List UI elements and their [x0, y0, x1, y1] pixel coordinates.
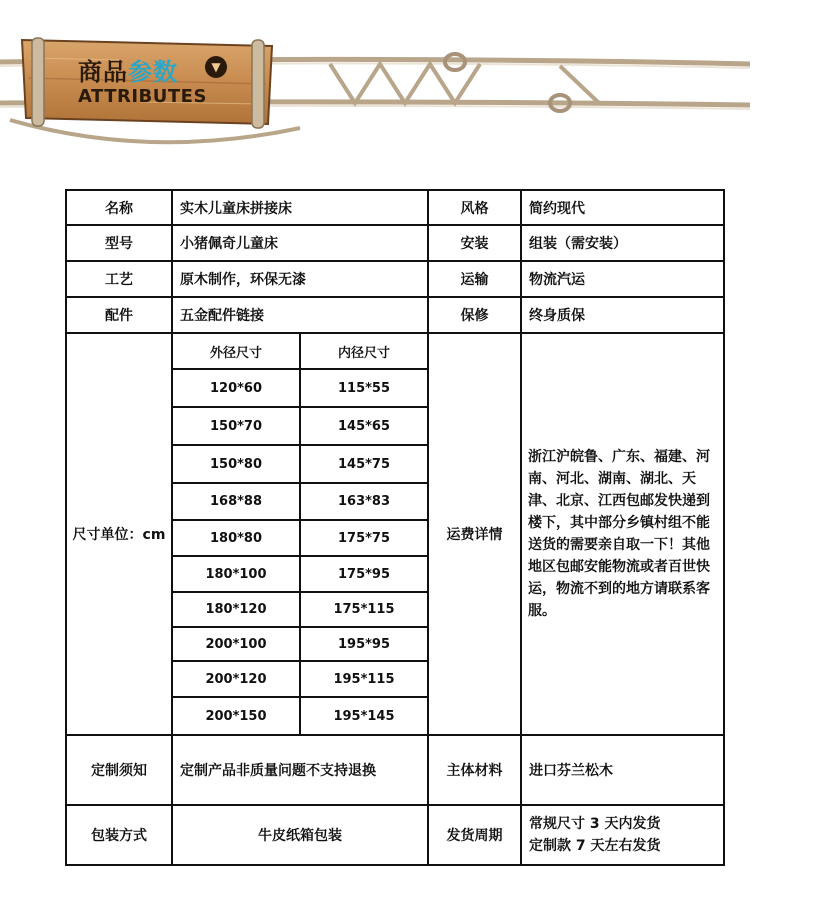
table-row	[66, 735, 724, 805]
size-row	[173, 407, 427, 445]
size-cell	[172, 333, 428, 735]
size-inner: 145*75	[300, 445, 427, 483]
value-style: 简约现代	[521, 190, 724, 225]
attributes-table	[65, 189, 725, 866]
label-model: 型号	[66, 225, 172, 261]
sign-title-en: ATTRIBUTES	[78, 86, 207, 107]
size-row	[173, 445, 427, 483]
sign-title-cn: 商品参数	[78, 58, 178, 86]
size-table	[173, 334, 427, 734]
size-row	[173, 697, 427, 734]
value-craft: 原木制作，环保无漆	[172, 261, 428, 297]
value-warranty: 终身质保	[521, 297, 724, 333]
value-packing: 牛皮纸箱包装	[172, 805, 428, 865]
delivery-cycle-custom: 定制款 7 天左右发货	[529, 838, 661, 854]
size-outer: 200*100	[173, 627, 300, 661]
size-inner: 175*115	[300, 592, 427, 627]
label-name: 名称	[66, 190, 172, 225]
size-outer: 180*80	[173, 520, 300, 556]
table-row	[66, 297, 724, 333]
table-row	[66, 261, 724, 297]
value-accessories: 五金配件链接	[172, 297, 428, 333]
value-shipping: 浙江沪皖鲁、广东、福建、河南、河北、湖南、湖北、天津、北京、江西包邮发快递到楼下，其中部分乡镇村组不能送货的需要亲自取一下！其他地区包邮安能物流或者百世快运，物流不到的地方请联系客服。	[521, 333, 724, 735]
size-outer: 120*60	[173, 369, 300, 407]
size-row	[173, 627, 427, 661]
value-transport: 物流汽运	[521, 261, 724, 297]
value-custom-notice: 定制产品非质量问题不支持退换	[172, 735, 428, 805]
size-inner: 175*95	[300, 556, 427, 592]
value-delivery-cycle	[521, 805, 724, 865]
label-custom-notice: 定制须知	[66, 735, 172, 805]
size-inner: 195*95	[300, 627, 427, 661]
size-row	[173, 520, 427, 556]
value-model: 小猪佩奇儿童床	[172, 225, 428, 261]
size-row	[173, 592, 427, 627]
label-install: 安装	[428, 225, 521, 261]
size-row	[173, 661, 427, 697]
size-inner: 195*145	[333, 708, 395, 724]
size-outer: 200*150	[173, 697, 300, 734]
size-outer: 168*88	[173, 483, 300, 520]
size-row	[173, 369, 427, 407]
label-transport: 运输	[428, 261, 521, 297]
label-shipping: 运费详情	[428, 333, 521, 735]
label-accessories: 配件	[66, 297, 172, 333]
label-packing: 包装方式	[66, 805, 172, 865]
label-craft: 工艺	[66, 261, 172, 297]
size-inner: 115*55	[300, 369, 427, 407]
value-material: 进口芬兰松木	[521, 735, 724, 805]
size-inner: 195*115	[300, 661, 427, 697]
table-row	[66, 805, 724, 865]
label-material: 主体材料	[428, 735, 521, 805]
size-outer: 150*70	[173, 407, 300, 445]
table-row	[66, 190, 724, 225]
size-header-outer: 外径尺寸	[173, 334, 300, 369]
size-outer: 180*120	[173, 592, 300, 627]
size-outer: 150*80	[173, 445, 300, 483]
label-style: 风格	[428, 190, 521, 225]
size-row	[173, 483, 427, 520]
size-header-row	[173, 334, 427, 369]
label-size-unit: 尺寸单位：cm	[66, 333, 172, 735]
value-name: 实木儿童床拼接床	[172, 190, 428, 225]
label-delivery-cycle: 发货周期	[428, 805, 521, 865]
attributes-header	[0, 0, 838, 160]
size-row	[173, 556, 427, 592]
size-inner: 175*75	[300, 520, 427, 556]
table-row	[66, 333, 724, 735]
delivery-cycle-regular: 常规尺寸 3 天内发货	[529, 816, 661, 832]
size-inner: 145*65	[300, 407, 427, 445]
label-warranty: 保修	[428, 297, 521, 333]
table-row	[66, 225, 724, 261]
size-inner: 163*83	[300, 483, 427, 520]
size-outer: 180*100	[173, 556, 300, 592]
value-install: 组装（需安装）	[521, 225, 724, 261]
chevron-down-icon: ▼	[205, 56, 227, 78]
size-outer: 200*120	[173, 661, 300, 697]
size-header-inner: 内径尺寸	[300, 334, 427, 369]
